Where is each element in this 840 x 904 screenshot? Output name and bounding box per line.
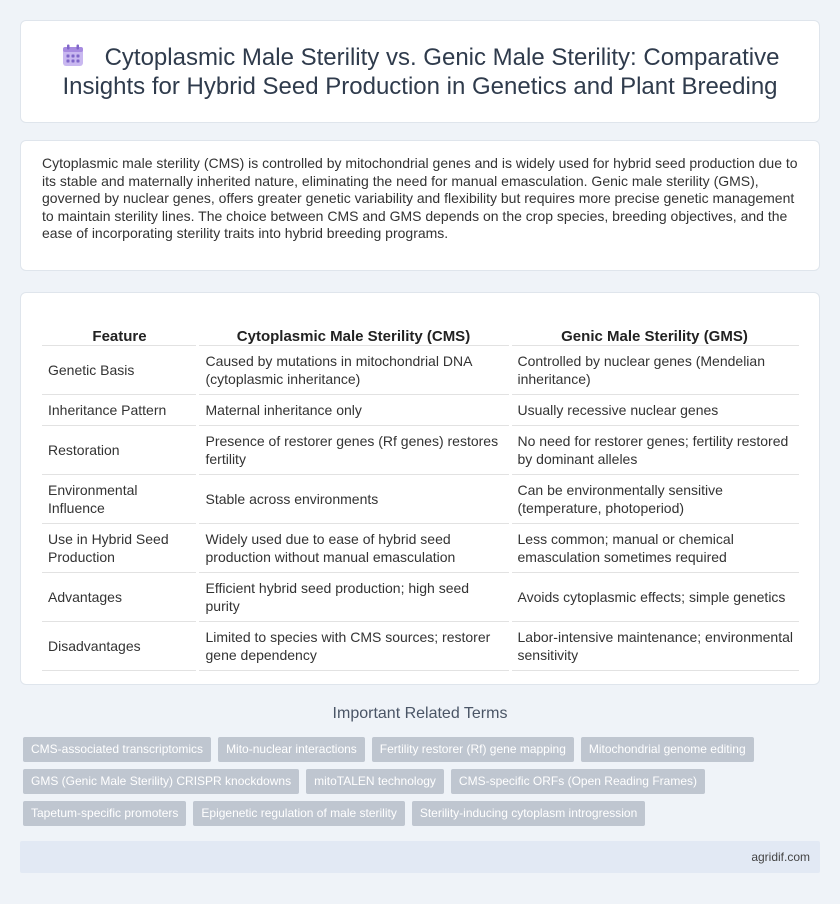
row-feature: Advantages [42, 572, 197, 621]
page-title-text: Cytoplasmic Male Sterility vs. Genic Male Sterility: Comparative Insights for Hybrid Seed Production in Genetics and Plant Breeding [62, 43, 780, 100]
related-term-tag[interactable]: mitoTALEN technology [306, 769, 444, 794]
row-feature: Use in Hybrid Seed Production [42, 523, 197, 572]
footer [20, 841, 820, 873]
row-gms-value: Less common; manual or chemical emasculation sometimes required [510, 523, 799, 572]
table-row [42, 345, 799, 394]
row-cms-value: Efficient hybrid seed production; high seed purity [197, 572, 510, 621]
table-row [42, 621, 799, 670]
row-gms-value: Labor-intensive maintenance; environmental sensitivity [510, 621, 799, 670]
row-cms-value: Limited to species with CMS sources; restorer gene dependency [197, 621, 510, 670]
row-gms-value: Can be environmentally sensitive (temperature, photoperiod) [510, 474, 799, 523]
related-term-tag[interactable]: Mito-nuclear interactions [218, 737, 365, 762]
row-cms-value: Stable across environments [197, 474, 510, 523]
row-feature: Environmental Influence [42, 474, 197, 523]
comparison-table [42, 313, 799, 671]
row-cms-value: Presence of restorer genes (Rf genes) restores fertility [197, 425, 510, 474]
table-header-row [42, 313, 799, 345]
row-feature: Inheritance Pattern [42, 394, 197, 425]
related-term-tag[interactable]: GMS (Genic Male Sterility) CRISPR knockdowns [23, 769, 299, 794]
footer-site-link[interactable]: agridif.com [751, 850, 810, 864]
header-feature: Feature [42, 313, 197, 345]
header-gms: Genic Male Sterility (GMS) [510, 313, 799, 345]
related-term-tag[interactable]: CMS-associated transcriptomics [23, 737, 211, 762]
related-term-tag[interactable]: Epigenetic regulation of male sterility [193, 801, 404, 826]
row-gms-value: Usually recessive nuclear genes [510, 394, 799, 425]
row-cms-value: Caused by mutations in mitochondrial DNA (cytoplasmic inheritance) [197, 345, 510, 394]
header-cms: Cytoplasmic Male Sterility (CMS) [197, 313, 510, 345]
row-cms-value: Maternal inheritance only [197, 394, 510, 425]
table-row [42, 425, 799, 474]
row-cms-value: Widely used due to ease of hybrid seed production without manual emasculation [197, 523, 510, 572]
related-terms-heading: Important Related Terms [332, 705, 508, 722]
row-feature: Genetic Basis [42, 345, 197, 394]
row-feature: Disadvantages [42, 621, 197, 670]
row-gms-value: Avoids cytoplasmic effects; simple genetics [510, 572, 799, 621]
row-feature: Restoration [42, 425, 197, 474]
calendar-icon [61, 44, 87, 68]
related-terms-list [23, 737, 823, 833]
table-row [42, 523, 799, 572]
table-row [42, 572, 799, 621]
table-row [42, 474, 799, 523]
row-gms-value: Controlled by nuclear genes (Mendelian inheritance) [510, 345, 799, 394]
intro-card [20, 140, 820, 271]
row-gms-value: No need for restorer genes; fertility restored by dominant alleles [510, 425, 799, 474]
related-term-tag[interactable]: CMS-specific ORFs (Open Reading Frames) [451, 769, 705, 794]
title-card [20, 20, 820, 123]
table-row [42, 394, 799, 425]
related-term-tag[interactable]: Fertility restorer (Rf) gene mapping [372, 737, 574, 762]
related-term-tag[interactable]: Tapetum-specific promoters [23, 801, 186, 826]
related-term-tag[interactable]: Mitochondrial genome editing [581, 737, 754, 762]
page-title [57, 43, 783, 101]
intro-paragraph: Cytoplasmic male sterility (CMS) is controlled by mitochondrial genes and is widely used for hybrid seed production due to its stable and maternally inherited nature, eliminating the need for manual emasculation. Genic male sterility (GMS), governed by nuclear genes, offers greater genetic variability and flexibility but requires more precise genetic management to maintain sterility lines. The choice between CMS and GMS depends on the crop species, breeding objectives, and the ease of incorporating sterility traits into hybrid breeding programs. [42, 155, 798, 242]
comparison-card [20, 292, 820, 685]
related-term-tag[interactable]: Sterility-inducing cytoplasm introgression [412, 801, 645, 826]
